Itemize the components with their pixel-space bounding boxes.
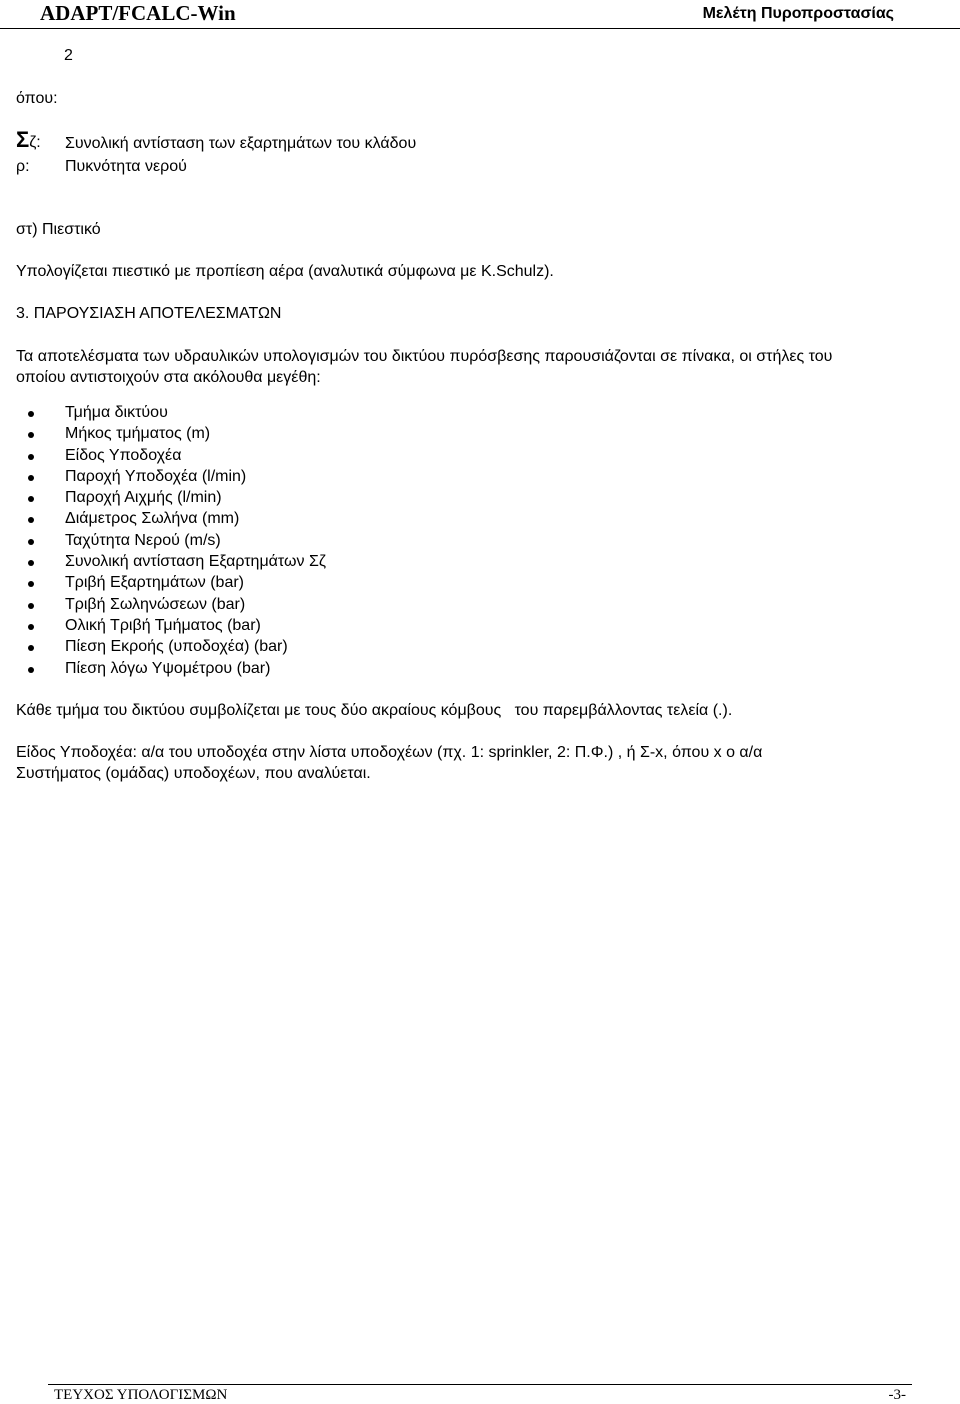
list-item-label: Τριβή Εξαρτημάτων (bar) xyxy=(65,574,245,592)
bullet-icon xyxy=(28,581,34,587)
footer-page-number: -3- xyxy=(888,1387,906,1403)
list-item-label: Πίεση Εκροής (υποδοχέα) (bar) xyxy=(65,638,288,656)
sigma-symbol: Σ xyxy=(16,127,30,152)
section-3-intro-line-1: Τα αποτελέσματα των υδραυλικών υπολογισμών του δικτύου πυρόσβεσης παρουσιάζονται σε πίνακα, οι στήλες του xyxy=(16,348,833,365)
where-label: όπου: xyxy=(16,90,58,107)
list-item-label: Είδος Υποδοχέα xyxy=(65,446,182,464)
section-st-text: Υπολογίζεται πιεστικό με προπίεση αέρα (αναλυτικά σύμφωνα με K.Schulz). xyxy=(16,263,554,280)
bullet-icon xyxy=(28,496,34,502)
footer-rule xyxy=(48,1384,912,1385)
list-item-label: Ολική Τριβή Τμήματος (bar) xyxy=(65,616,261,634)
bullet-icon xyxy=(28,432,34,438)
page-header xyxy=(0,0,960,29)
definition-symbol: ρ: xyxy=(16,158,30,175)
receiver-type-paragraph-line-2: Συστήματος (ομάδας) υποδοχέων, που αναλύεται. xyxy=(16,765,371,782)
node-notation-paragraph: Κάθε τμήμα του δικτύου συμβολίζεται με τους δύο ακραίους κόμβους του παρεμβάλλοντας τελεία (.). xyxy=(16,702,733,719)
list-item-label: Πίεση λόγω Υψομέτρου (bar) xyxy=(65,659,271,677)
definition-symbol xyxy=(16,129,41,153)
bullet-icon xyxy=(28,539,34,545)
list-item-label: Παροχή Αιχμής (l/min) xyxy=(65,489,222,507)
section-3-intro-line-2: οποίου αντιστοιχούν στα ακόλουθα μεγέθη: xyxy=(16,369,321,386)
list-item-label: Διάμετρος Σωλήνα (mm) xyxy=(65,510,240,528)
header-study-title: Μελέτη Πυροπροστασίας xyxy=(702,5,894,22)
list-item-label: Παροχή Υποδοχέα (l/min) xyxy=(65,467,247,485)
footer-volume-title: ΤΕΥΧΟΣ ΥΠΟΛΟΓΙΣΜΩΝ xyxy=(54,1387,228,1403)
definition-text: Συνολική αντίσταση των εξαρτημάτων του κλάδου xyxy=(65,135,417,152)
list-item-label: Μήκος τμήματος (m) xyxy=(65,425,211,443)
bullet-icon xyxy=(28,645,34,651)
formula-exponent: 2 xyxy=(64,47,73,64)
bullet-icon xyxy=(28,517,34,523)
bullet-icon xyxy=(28,454,34,460)
bullet-icon xyxy=(28,475,34,481)
bullet-icon xyxy=(28,667,34,673)
list-item-label: Ταχύτητα Νερού (m/s) xyxy=(65,531,221,549)
section-st-heading: στ) Πιεστικό xyxy=(16,221,101,238)
list-item-label: Τμήμα δικτύου xyxy=(65,404,168,421)
list-item-label: Τριβή Σωληνώσεων (bar) xyxy=(65,595,246,613)
bullet-icon xyxy=(28,560,34,566)
list-item-label: Συνολική αντίσταση Εξαρτημάτων Σζ xyxy=(65,553,326,571)
section-3-heading: 3. ΠΑΡΟΥΣΙΑΣΗ ΑΠΟΤΕΛΕΣΜΑΤΩΝ xyxy=(16,305,282,322)
receiver-type-paragraph-line-1: Είδος Υποδοχέα: α/α του υποδοχέα στην λίστα υποδοχέων (πχ. 1: sprinkler, 2: Π.Φ.) , ή Σ-x, όπου x ο α/α xyxy=(16,744,763,761)
bullet-icon xyxy=(28,603,34,609)
header-app-title: ADAPT/FCALC-Win xyxy=(40,1,236,25)
definition-text: Πυκνότητα νερού xyxy=(65,158,187,175)
bullet-icon xyxy=(28,411,34,417)
bullet-icon xyxy=(28,624,34,630)
symbol-suffix: ζ: xyxy=(29,134,41,151)
